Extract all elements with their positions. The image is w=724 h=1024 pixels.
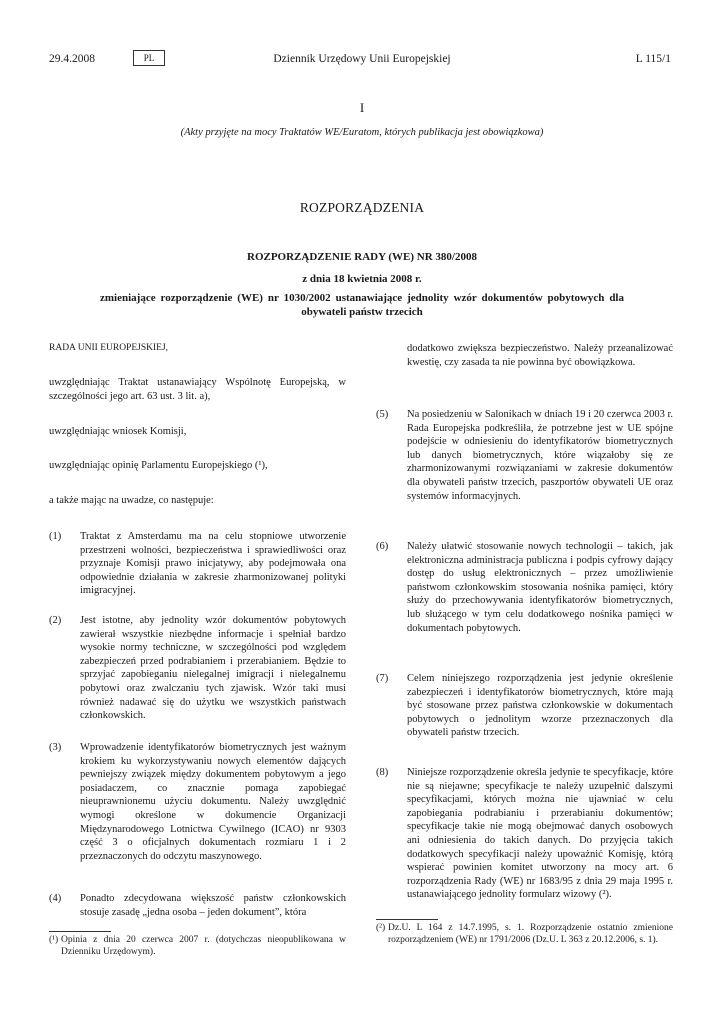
- recital-number: (8): [376, 767, 389, 778]
- footnote-number: (¹): [49, 935, 59, 945]
- commission-clause: uwzględniając wniosek Komisji,: [49, 426, 187, 437]
- recital-text: Niniejsze rozporządzenie określa jedynie te specyfikacje, które nie są niejawne; specyfikacje te należy uzupełnić dalszymi specyfikacjami, których można nie ujawniać w celu zapobiegania podrabianiu i przerabianiu dokumentów; specyfikacje takie nie mogą obejmować danych osobowych ani odniesienia do takich danych. Do przyjęcia takich dodatkowych specyfikacji należy upoważnić Komisję, którą wspierać powinien komitet utworzony na mocy art. 6 rozporządzenia Rady (WE) nr 1683/95 z dnia 29 maja 1995 r. ustanawiającego jednolity formularz wizowy (²).: [407, 767, 673, 901]
- recital-text: Traktat z Amsterdamu ma na celu stopniowe utworzenie przestrzeni wolności, bezpieczeństwa i sprawiedliwości oraz przyznaje Komisji prawo inicjatywy, aby podejmowała ona odpowiednie działania w zakresie zharmonizowanej polityki imigracyjnej.: [80, 531, 346, 597]
- footnote-divider: [376, 919, 438, 920]
- recital-number: (4): [49, 893, 62, 904]
- council-line: RADA UNII EUROPEJSKIEJ,: [49, 343, 169, 353]
- language-badge: PL: [133, 50, 165, 66]
- recital-text: Należy ułatwić stosowanie nowych technologii – takich, jak elektroniczna administracja publiczna i podpis cyfrowy dający dostęp do usług elektronicznych – przez umożliwienie państwom członkowskim stosowania nośnika pamięci, który służy do przechowywania identyfikatorów biometrycznych, lub służącego w tym celu dodatkowego nośnika pamięci w dokumentach pobytowych.: [407, 541, 673, 634]
- regulation-date: z dnia 18 kwietnia 2008 r.: [302, 273, 422, 285]
- footnote: [376, 923, 673, 959]
- page-number: L 115/1: [635, 53, 671, 65]
- treaty-clause: uwzględniając Traktat ustanawiający Wspólnotę Europejską, w szczególności jego art. 63 ust. 3 lit. a),: [49, 377, 346, 402]
- parliament-clause: uwzględniając opinię Parlamentu Europejskiego (¹),: [49, 460, 268, 471]
- journal-title: Dziennik Urzędowy Unii Europejskiej: [273, 53, 451, 65]
- recital-number: (2): [49, 615, 62, 626]
- recital-text: Celem niniejszego rozporządzenia jest jedynie określenie zabezpieczeń i identyfikatorów biometrycznych, które mają być stosowane przez państwa członkowskie w dokumentach pobytowych o jednolitym wzorze przeznaczonych dla obywateli państw trzecich.: [407, 673, 673, 739]
- header-date: 29.4.2008: [49, 53, 95, 65]
- part-number: I: [359, 100, 365, 115]
- recital-number: (3): [49, 742, 62, 753]
- footnote-divider: [49, 931, 111, 932]
- recital-text: Jest istotne, aby jednolity wzór dokumentów pobytowych zawierał wszystkie niezbędne informacje i spełniał bardzo wysokie normy techniczne, w szczególności pod względem zabezpieczeń przed podrabianiem i przerabianiem. Będzie to sprzyjać zapobieganiu nielegalnej imigracji i nielegalnemu pobytowi oraz zwalczaniu tych zjawisk. Wzór taki musi również nadawać się do użytku we wszystkich państwach członkowskich.: [80, 615, 346, 722]
- acts-note: (Akty przyjęte na mocy Traktatów WE/Euratom, których publikacja jest obowiązkowa): [180, 127, 544, 138]
- recital-text: Ponadto zdecydowana większość państw członkowskich stosuje zasadę „jedna osoba – jeden dokument”, która: [80, 893, 346, 918]
- recital-number: (5): [376, 409, 389, 420]
- footnote-text: Opinia z dnia 20 czerwca 2007 r. (dotychczas nieopublikowana w Dzienniku Urzędowym).: [61, 935, 346, 957]
- footnote: [49, 935, 346, 965]
- recital-number: (6): [376, 541, 389, 552]
- whereas-clause: a także mając na uwadze, co następuje:: [49, 495, 214, 506]
- regulation-subject: zmieniające rozporządzenie (WE) nr 1030/2002 ustanawiające jednolity wzór dokumentów pobytowych dla obywateli państw trzecich: [100, 292, 624, 318]
- footnote-text: Dz.U. L 164 z 14.7.1995, s. 1. Rozporządzenie ostatnio zmienione rozporządzeniem (WE) nr 1791/2006 (Dz.U. L 363 z 20.12.2006, s. 1).: [388, 923, 673, 945]
- recital-text: Na posiedzeniu w Salonikach w dniach 19 i 20 czerwca 2003 r. Rada Europejska podkreśliła, że potrzebne jest w UE spójne podejście w odniesieniu do identyfikatorów biometrycznych lub danych biometrycznych, które wiązałoby się ze zharmonizowanymi rozwiązaniami w zakresie dokumentów dla obywateli państw trzecich, paszportów obywateli UE oraz systemów informacyjnych.: [407, 409, 673, 502]
- section-title: ROZPORZĄDZENIA: [299, 200, 425, 215]
- regulation-title: ROZPORZĄDZENIE RADY (WE) NR 380/2008: [247, 251, 477, 263]
- footnote-number: (²): [376, 923, 386, 933]
- recital-text: Wprowadzenie identyfikatorów biometrycznych jest ważnym krokiem ku wykorzystywaniu nowych elementów dających pewniejszy związek między dokumentem pobytowym a jego posiadaczem, co znacznie pomaga zapobiegać nieuprawnionemu użyciu dokumentu. Należy uwzględnić wymogi określone w dokumencie Organizacji Międzynarodowego Lotnictwa Cywilnego (ICAO) nr 9303 część 3 o oficjalnych dokumentach rozmiaru 1 i 2 przeznaczonych do odczytu maszynowego.: [80, 742, 346, 862]
- recital-number: (1): [49, 531, 62, 542]
- recital-continuation: dodatkowo zwiększa bezpieczeństwo. Należy przeanalizować kwestię, czy zasada ta nie powinna być obowiązkowa.: [407, 343, 673, 368]
- recital-number: (7): [376, 673, 389, 684]
